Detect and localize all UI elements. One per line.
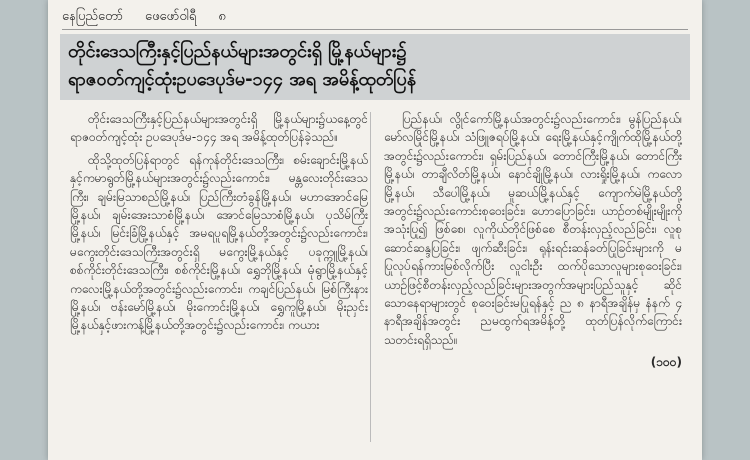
headline-line-1: တိုင်းဒေသကြီးနှင့်ပြည်နယ်များအတွင်းရှိ မြို့နယ်များ၌ [68,41,407,62]
headline-line-2: ရာဇဝတ်ကျင့်ထုံးဥပဒေပုဒ်မ-၁၄၄ အရ အမိန့်ထုတ်ပြန် [68,69,417,90]
article-end-mark: (၁၀၀) [650,355,682,370]
masthead-page-number: ၈ [218,8,226,24]
headline-box [60,34,690,100]
masthead-city: နေပြည်တော် [62,8,124,24]
masthead-rule [62,29,688,30]
article-body [70,110,682,445]
masthead-date: ဖေဖော်ဝါရီ [145,8,197,24]
paragraph: ထိုသို့ထုတ်ပြန်ရာတွင် ရန်ကုန်တိုင်းဒေသကြီး၊ စမ်းချောင်းမြို့နယ်နှင့်ကမာရွတ်မြို့နယ်များအတွင်း၌လည်းကောင်း၊ မန္တလေးတိုင်းဒေသကြီး၊ ချမ်းမြသာစည်မြို့နယ်၊ ပြည်ကြီးတံခွန်မြို့နယ်၊ မဟာအောင်မြေမြို့နယ်၊ ချမ်းအေးသာစံမြို့နယ်၊ အောင်မြေသာစံမြို့နယ်၊ ပုသိမ်ကြီးမြို့နယ်၊ မြင်းခြံမြို့နယ်နှင့် အမရပူရမြို့နယ်တို့အတွင်း၌လည်းကောင်း၊ မကွေးတိုင်းဒေသကြီးအတွင်းရှိ မကွေးမြို့နယ်နှင့် ပခုက္ကူမြို့နယ်၊ စစ်ကိုင်းတိုင်းဒေသကြီး၊ စစ်ကိုင်းမြို့နယ်၊ ရွှေဘိုမြို့နယ်၊ မုံရွာမြို့နယ်နှင့် ကလေးမြို့နယ်တို့အတွင်း၌လည်းကောင်း၊ ကချင်ပြည်နယ်၊ မြစ်ကြီးနားမြို့နယ်၊ ဗန်းမော်မြို့နယ်၊ မိုးကောင်းမြို့နယ်၊ ရွှေကူမြို့နယ်၊ မိုးညှင်းမြို့နယ်နှင့်ဖားကန့်မြို့နယ်တို့အတွင်း၌လည်းကောင်း၊ ကယား [70,152,368,333]
newspaper-page [48,0,702,460]
article-column-1 [70,110,368,445]
masthead [62,6,688,28]
article-column-2 [384,110,682,445]
paragraph: တိုင်းဒေသကြီးနှင့်ပြည်နယ်များအတွင်းရှိ မြို့နယ်များ၌ယနေ့တွင် ရာဇဝတ်ကျင့်ထုံး ဥပဒေပုဒ်မ-၁၄၄ အရ အမိန့်ထုတ်ပြန်ခဲ့သည်။ [70,112,368,145]
paragraph: ပြည်နယ်၊ လွိုင်ကော်မြို့နယ်အတွင်း၌လည်းကောင်း၊ မွန်ပြည်နယ်၊ မော်လမြိုင်မြို့နယ်၊ သံဖြူဇရပ်မြို့နယ်၊ ရေးမြို့နယ်နှင့်ကျိုက်ထိုမြို့နယ်တို့အတွင်း၌လည်းကောင်း၊ ရှမ်းပြည်နယ်၊ တောင်ကြီးမြို့နယ်၊ တောင်ကြီးမြို့နယ်၊ တာချီလိတ်မြို့နယ်၊ နောင်ချိုမြို့နယ်၊ လားရှိုးမြို့နယ်၊ ကလောမြို့နယ်၊ သီပေါမြို့နယ်၊ မူဆယ်မြို့နယ်နှင့် ကျောက်မဲမြို့နယ်တို့အတွင်း၌လည်းကောင်းစုဝေးခြင်း၊ ဟောပြောခြင်း၊ ယာဉ်တစ်မျိုးမျိုးကိုအသုံးပြု၍ ဖြစ်စေ၊ လူကိုယ်တိုင်ဖြစ်စေ စီတန်းလှည့်လည်ခြင်း၊ လူစုဆောင်ဆန္ဒပြခြင်း၊ ဖျက်ဆီးခြင်း၊ ရုန်းရင်းဆန်ခတ်ပြုခြင်းများကို မပြုလုပ်ရန်ကားမြစ်လိုက်ပြီး လူငါးဦး ထက်ပိုသောလူများစုဝေးခြင်း၊ ယာဉ်ဖြင့်စီတန်းလှည့်လည်ခြင်းများအတွက်အများပြည်သူနှင့် ဆိုင်သောနေရာများတွင် စုဝေးခြင်းမပြုရန်နှင့် ည ၈ နာရီအချိန်မှ နံနက် ၄ နာရီအချိန်အတွင်း ညမထွက်ရအမိန့်တို့ ထုတ်ပြန်လိုက်ကြောင်း သတင်းရရှိသည်။ [384,112,682,347]
